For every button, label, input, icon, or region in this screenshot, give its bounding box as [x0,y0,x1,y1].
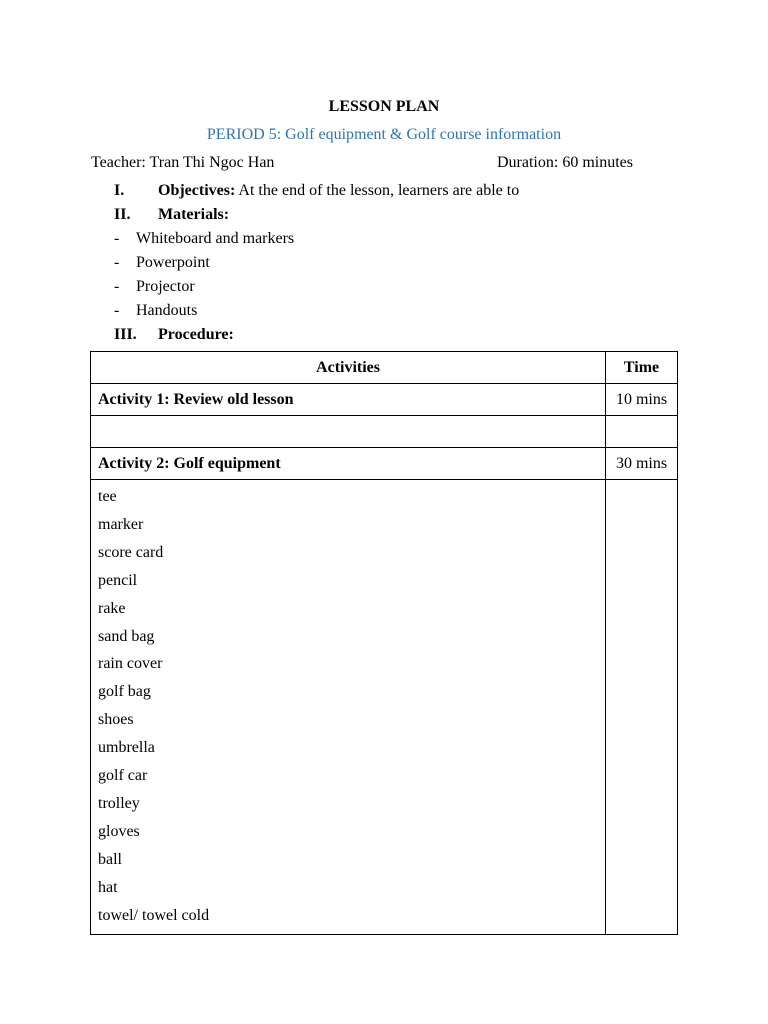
bullet-dash: - [114,254,120,271]
material-text: Handouts [136,302,198,319]
list-item: pencil [98,571,138,589]
section-number: III. [114,326,137,343]
section-body [158,180,519,202]
time-header: Time [606,352,678,384]
teacher-name: Teacher: Tran Thi Ngoc Han [91,154,275,171]
bullet-dash: - [114,302,120,319]
document-title: LESSON PLAN [328,98,440,115]
section-body [158,204,229,226]
material-text: Whiteboard and markers [136,230,295,247]
list-item: hat [98,878,118,896]
list-item: sand bag [98,627,155,645]
list-item: umbrella [98,739,155,757]
list-item: score card [98,543,164,561]
activity-1-time: 10 mins [606,384,678,416]
list-item: towel/ towel cold [98,906,210,924]
list-item: rake [98,599,126,617]
table-row [91,384,678,416]
table-row [91,448,678,480]
section-text: At the end of the lesson, learners are able to [235,182,520,199]
material-text: Projector [136,278,195,295]
section-label: Materials: [158,206,230,223]
period-subtitle: PERIOD 5: Golf equipment & Golf course information [206,126,562,143]
activity-2-time: 30 mins [606,448,678,480]
activity-2-label: Activity 2: Golf equipment [91,448,606,480]
lesson-duration: Duration: 60 minutes [497,154,633,171]
table-header-row [91,352,678,384]
section-label: Objectives: [158,182,236,199]
section-body [158,324,234,346]
list-item: ball [98,850,122,868]
section-number: I. [114,182,125,199]
list-item: tee [98,488,117,505]
empty-cell [606,416,678,448]
list-item: marker [98,515,144,533]
procedure-table [90,351,678,935]
empty-time-cell [606,480,678,935]
table-row-equipment [91,480,678,935]
activities-header: Activities [91,352,606,384]
bullet-dash: - [114,230,120,247]
equipment-list [91,480,606,935]
list-item: shoes [98,711,134,729]
list-item: gloves [98,822,140,840]
list-item: golf car [98,767,148,785]
section-label: Procedure: [158,326,234,343]
table-row-empty [91,416,678,448]
empty-cell [91,416,606,448]
bullet-dash: - [114,278,120,295]
activity-1-label: Activity 1: Review old lesson [91,384,606,416]
section-number: II. [114,206,131,223]
list-item: rain cover [98,655,163,673]
list-item: trolley [98,794,140,812]
list-item: golf bag [98,683,151,701]
material-text: Powerpoint [136,254,210,271]
